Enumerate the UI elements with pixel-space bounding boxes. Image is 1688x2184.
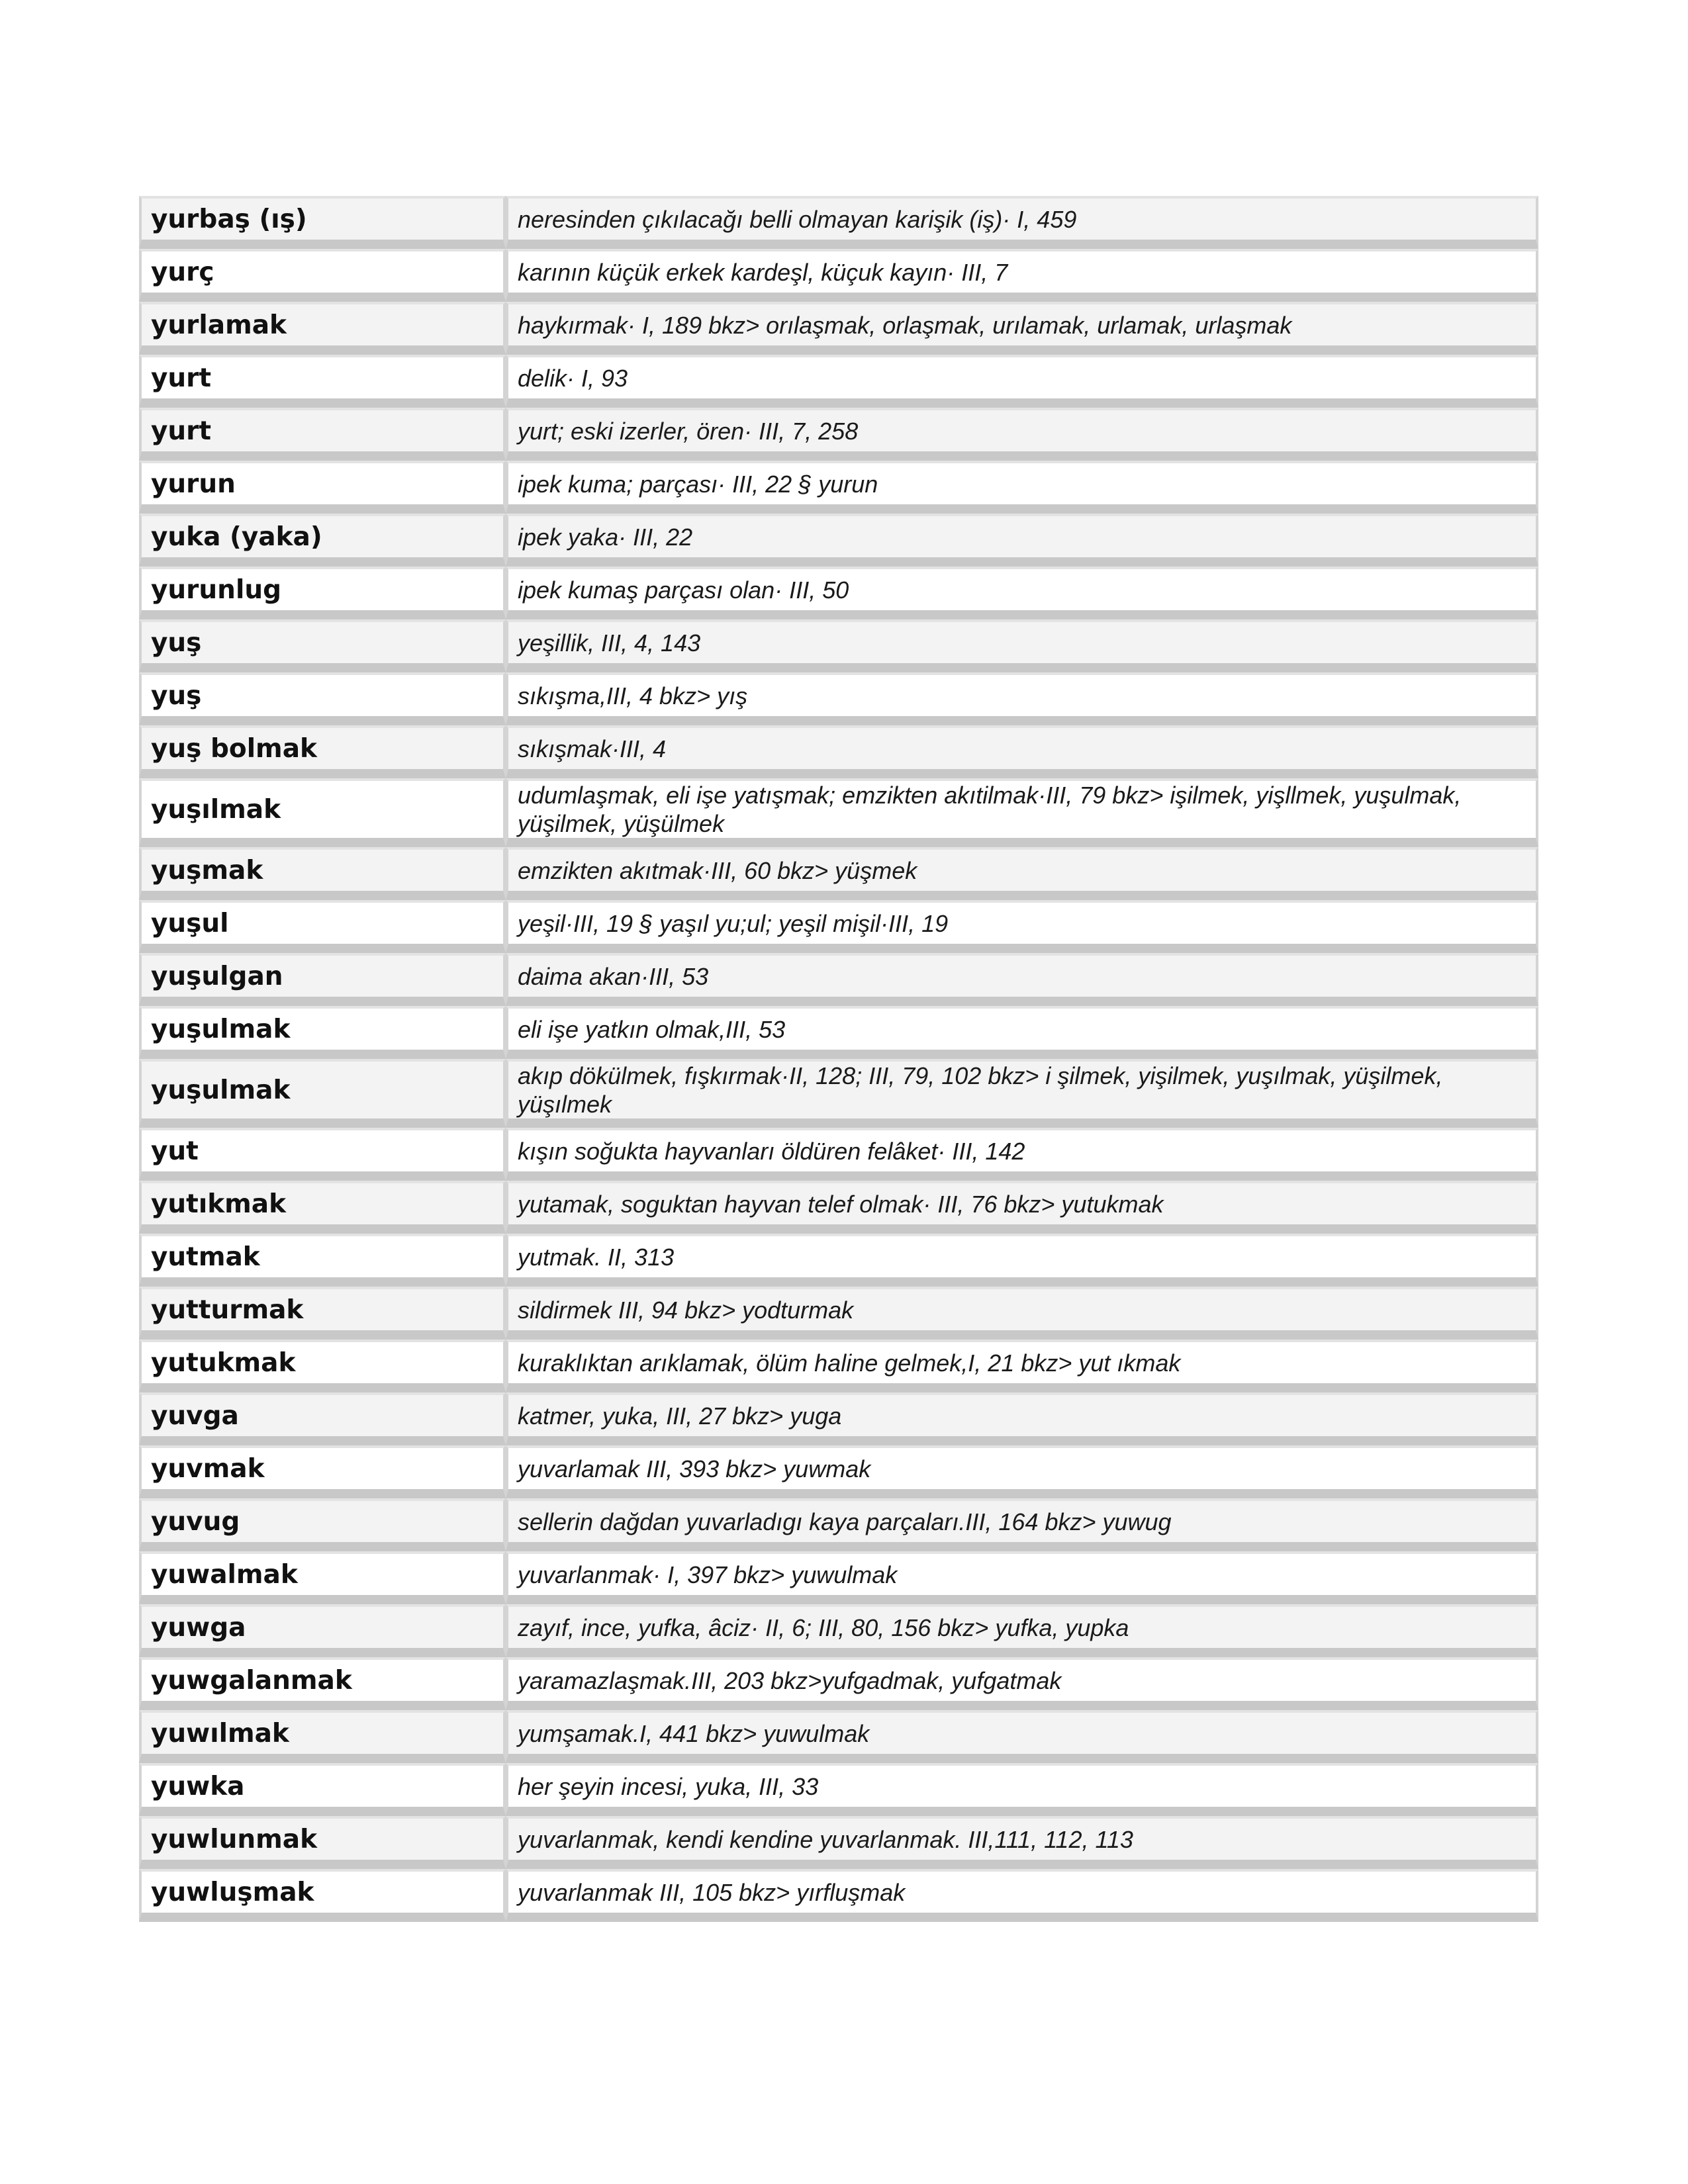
table-row <box>139 1340 1538 1392</box>
entry-definition: yaramazlaşmak.III, 203 bkz>yufgadmak, yufgatmak <box>506 1657 1538 1710</box>
entry-term: yuşul <box>139 900 506 953</box>
entry-term: yuş bolmak <box>139 725 506 778</box>
entry-term: yurç <box>139 249 506 302</box>
entry-definition: karının küçük erkek kardeşl, küçuk kayın· III, 7 <box>506 249 1538 302</box>
entry-definition: udumlaşmak, eli işe yatışmak; emzikten akıtilmak·III, 79 bkz> işilmek, yişllmek, yuşulmak, yüşilmek, yüşülmek <box>506 778 1538 847</box>
entry-definition: sildirmek III, 94 bkz> yodturmak <box>506 1287 1538 1340</box>
entry-term: yuş <box>139 619 506 672</box>
dictionary-table <box>139 196 1538 1922</box>
entry-definition: ipek kuma; parçası· III, 22 § yurun <box>506 461 1538 514</box>
table-row <box>139 1604 1538 1657</box>
table-row <box>139 567 1538 619</box>
entry-definition: yuvarlanmak, kendi kendine yuvarlanmak. III,111, 112, 113 <box>506 1816 1538 1869</box>
table-row <box>139 1869 1538 1922</box>
entry-definition: her şeyin incesi, yuka, III, 33 <box>506 1763 1538 1816</box>
table-row <box>139 953 1538 1006</box>
table-row <box>139 1816 1538 1869</box>
table-row <box>139 1392 1538 1445</box>
entry-definition: kışın soğukta hayvanları öldüren felâket· III, 142 <box>506 1128 1538 1181</box>
entry-definition: zayıf, ince, yufka, âciz· II, 6; III, 80, 156 bkz> yufka, yupka <box>506 1604 1538 1657</box>
entry-term: yuwgalanmak <box>139 1657 506 1710</box>
entry-term: yuwka <box>139 1763 506 1816</box>
table-row <box>139 1551 1538 1604</box>
table-row <box>139 1234 1538 1287</box>
entry-term: yuşulmak <box>139 1059 506 1128</box>
entry-term: yurt <box>139 408 506 461</box>
entry-term: yurbaş (ış) <box>139 196 506 249</box>
entry-term: yuka (yaka) <box>139 514 506 567</box>
entry-definition: kuraklıktan arıklamak, ölüm haline gelmek,I, 21 bkz> yut ıkmak <box>506 1340 1538 1392</box>
table-row <box>139 302 1538 355</box>
entry-term: yutturmak <box>139 1287 506 1340</box>
entry-definition: yurt; eski izerler, ören· III, 7, 258 <box>506 408 1538 461</box>
entry-term: yutıkmak <box>139 1181 506 1234</box>
entry-definition: eli işe yatkın olmak,III, 53 <box>506 1006 1538 1059</box>
entry-definition: yuvarlanmak III, 105 bkz> yırfluşmak <box>506 1869 1538 1922</box>
entry-definition: sıkışma,III, 4 bkz> yış <box>506 672 1538 725</box>
entry-definition: katmer, yuka, III, 27 bkz> yuga <box>506 1392 1538 1445</box>
entry-definition: yutamak, soguktan hayvan telef olmak· III, 76 bkz> yutukmak <box>506 1181 1538 1234</box>
table-row <box>139 1006 1538 1059</box>
entry-term: yuşılmak <box>139 778 506 847</box>
entry-term: yuşulgan <box>139 953 506 1006</box>
entry-term: yut <box>139 1128 506 1181</box>
entry-definition: neresinden çıkılacağı belli olmayan karişik (iş)· I, 459 <box>506 196 1538 249</box>
table-row <box>139 408 1538 461</box>
table-row <box>139 1287 1538 1340</box>
entry-term: yuwalmak <box>139 1551 506 1604</box>
table-row <box>139 249 1538 302</box>
entry-term: yuşulmak <box>139 1006 506 1059</box>
entry-definition: yeşillik, III, 4, 143 <box>506 619 1538 672</box>
entry-term: yuşmak <box>139 847 506 900</box>
entry-term: yutmak <box>139 1234 506 1287</box>
entry-term: yuvmak <box>139 1445 506 1498</box>
entry-term: yurun <box>139 461 506 514</box>
table-row <box>139 461 1538 514</box>
table-row <box>139 196 1538 249</box>
table-row <box>139 355 1538 408</box>
table-row <box>139 619 1538 672</box>
entry-definition: daima akan·III, 53 <box>506 953 1538 1006</box>
entry-definition: yeşil·III, 19 § yaşıl yu;ul; yeşil mişil·III, 19 <box>506 900 1538 953</box>
table-row <box>139 847 1538 900</box>
entry-term: yuwılmak <box>139 1710 506 1763</box>
entry-definition: sellerin dağdan yuvarladıgı kaya parçaları.III, 164 bkz> yuwug <box>506 1498 1538 1551</box>
table-row <box>139 1763 1538 1816</box>
entry-definition: yuvarlanmak· I, 397 bkz> yuwulmak <box>506 1551 1538 1604</box>
table-row <box>139 672 1538 725</box>
entry-term: yuvga <box>139 1392 506 1445</box>
entry-definition: ipek kumaş parçası olan· III, 50 <box>506 567 1538 619</box>
entry-definition: delik· I, 93 <box>506 355 1538 408</box>
entry-term: yurlamak <box>139 302 506 355</box>
entry-term: yuwlunmak <box>139 1816 506 1869</box>
entry-term: yutukmak <box>139 1340 506 1392</box>
entry-term: yuş <box>139 672 506 725</box>
table-row <box>139 1059 1538 1128</box>
table-row <box>139 1128 1538 1181</box>
entry-definition: ipek yaka· III, 22 <box>506 514 1538 567</box>
entry-definition: haykırmak· I, 189 bkz> orılaşmak, orlaşmak, urılamak, urlamak, urlaşmak <box>506 302 1538 355</box>
entry-term: yuwga <box>139 1604 506 1657</box>
entry-term: yurt <box>139 355 506 408</box>
entry-definition: yumşamak.I, 441 bkz> yuwulmak <box>506 1710 1538 1763</box>
table-row <box>139 1498 1538 1551</box>
table-row <box>139 900 1538 953</box>
table-row <box>139 1181 1538 1234</box>
entry-definition: emzikten akıtmak·III, 60 bkz> yüşmek <box>506 847 1538 900</box>
entry-definition: akıp dökülmek, fışkırmak·II, 128; III, 79, 102 bkz> i şilmek, yişilmek, yuşılmak, yüşilmek, yüşılmek <box>506 1059 1538 1128</box>
table-row <box>139 1445 1538 1498</box>
table-row <box>139 725 1538 778</box>
table-row <box>139 1710 1538 1763</box>
entry-term: yuwluşmak <box>139 1869 506 1922</box>
entry-definition: yuvarlamak III, 393 bkz> yuwmak <box>506 1445 1538 1498</box>
entry-term: yurunlug <box>139 567 506 619</box>
entry-definition: sıkışmak·III, 4 <box>506 725 1538 778</box>
entry-term: yuvug <box>139 1498 506 1551</box>
table-row <box>139 514 1538 567</box>
entry-definition: yutmak. II, 313 <box>506 1234 1538 1287</box>
table-row <box>139 1657 1538 1710</box>
table-row <box>139 778 1538 847</box>
